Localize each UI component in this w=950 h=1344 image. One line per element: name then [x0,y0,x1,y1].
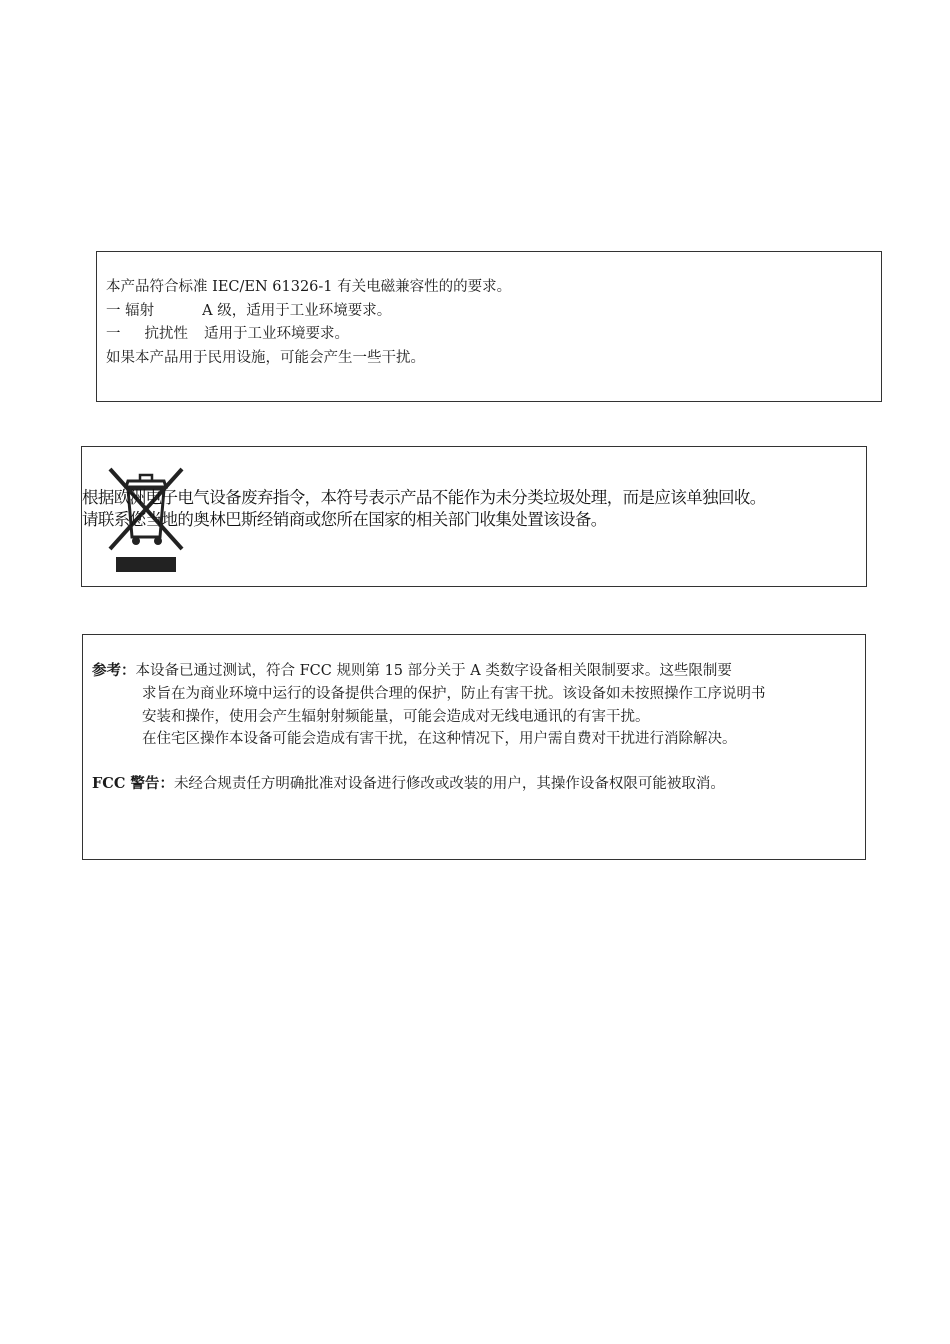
fcc-notice-box [82,634,866,860]
emc-standard-text: 本产品符合标准 IEC/EN 61326-1 有关电磁兼容性的的要求。 [106,279,512,295]
weee-contact-text: 请联系您当地的奥林巴斯经销商或您所在国家的相关部门收集处置该设备。 [82,510,607,529]
emission-class: A 级，适用于工业环境要求。 [202,303,392,319]
emc-interference-text: 如果本产品用于民用设施，可能会产生一些干扰。 [106,350,425,366]
fcc-warning-colon: ： [159,775,174,792]
fcc-note-line: 安装和操作，使用会产生辐射射频能量，可能会造成对无线电通讯的有害干扰。 [142,709,650,725]
emc-immunity-text [106,325,349,343]
fcc-note-line: 求旨在为商业环境中运行的设备提供合理的保护，防止有害干扰。该设备如未按照操作工序说明书 [142,686,766,702]
weee-notice-box [81,446,867,587]
emc-compliance-box [96,251,882,402]
fcc-note-text: 本设备已通过测试，符合 FCC 规则第 15 部分关于 A 类数字设备相关限制要求。这些限制要 [135,663,732,679]
fcc-warning-label: FCC 警告 [92,775,160,792]
emc-emission-text [106,302,391,320]
immunity-dash: 一 [106,326,121,342]
fcc-note-line: 在住宅区操作本设备可能会造成有害干扰，在这种情况下，用户需自费对干扰进行消除解决。 [142,731,737,747]
weee-directive-text: 根据欧洲电子电气设备废弃指令，本符号表示产品不能作为未分类垃圾处理，而是应该单独回收。 [82,488,766,507]
immunity-detail: 适用于工业环境要求。 [204,326,349,342]
immunity-label: 抗扰性 [144,326,188,342]
fcc-note-line [92,662,732,680]
fcc-warning-line [92,775,725,793]
fcc-note-label: 参考 [92,662,121,679]
fcc-warning-text: 未经合规责任方明确批准对设备进行修改或改装的用户，其操作设备权限可能被取消。 [173,776,725,792]
emission-label: 一 辐射 [106,303,155,319]
fcc-note-colon: ： [121,662,136,679]
